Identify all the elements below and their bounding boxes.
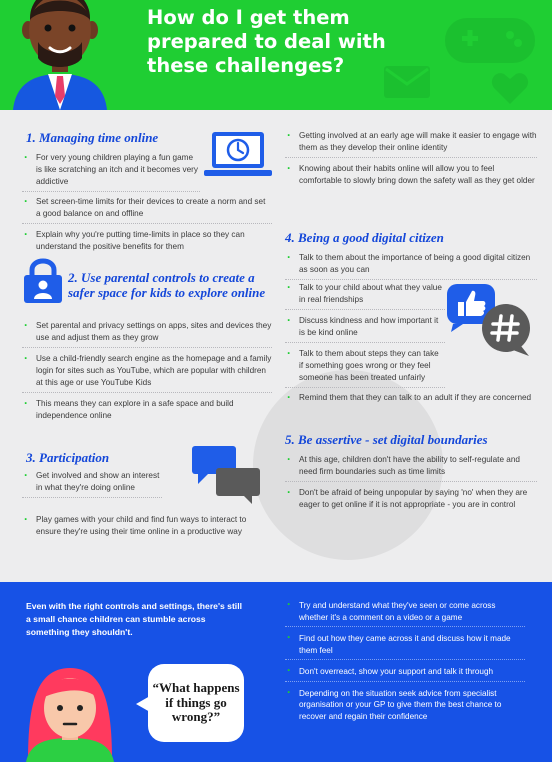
speech-bubble-text: “What happens if things go wrong?” [152,680,240,725]
list-item: · Discuss kindness and how important it is be kind online [285,315,445,343]
list-item: · Depending on the situation seek advice from specialist organisation or your GP to give them the best chance to recover and regain their confidence [285,688,525,726]
laptop-clock-icon [204,130,272,182]
section-3-list-wide [22,514,272,546]
what-if-panel [0,582,552,762]
list-item: · This means they can explore in a safe space and build independence online [22,398,272,425]
list-item: · Talk to your child about what they value in real friendships [285,282,445,310]
participation-continued-list [285,130,537,195]
section-4-list [285,252,537,285]
list-item: · Use a child-friendly search engine as the homepage and a family login for sites such as YouTube, which are popular with children at this age or use YouTube Kids [22,353,272,393]
chat-bubbles-icon [190,444,264,504]
section-2-heading: 2. Use parental controls to create a safer space for kids to explore online [68,270,266,300]
list-item: · For very young children playing a fun game is like scratching an itch and it becomes very addictive [22,152,200,192]
list-item: · Try and understand what they've seen or come across whether it's a comment on a video or a game [285,600,525,627]
header-banner [0,0,552,110]
section-4-heading: 4. Being a good digital citizen [285,230,444,245]
list-item: · Explain why you're putting time-limits in place so they can understand the positive benefits for them [22,229,272,256]
list-item: · Talk to them about the importance of being a good digital citizen as soon as you can [285,252,537,280]
list-item: · Play games with your child and find fun ways to interact to ensure they're using their time online in a productive way [22,514,272,541]
section-1-list-wide [22,196,272,261]
what-if-intro: Even with the right controls and settings, there's still a small chance children can stumble across something they shouldn't. [26,601,242,637]
section-4-list-end [285,392,537,412]
section-3-list [22,470,162,503]
content-area [0,110,552,582]
list-item: · Find out how they came across it and discuss how it made them feel [285,633,525,660]
what-if-list [285,600,525,731]
man-avatar-icon [8,0,118,110]
list-item: · Set screen-time limits for their devices to create a norm and set a good balance on and offline [22,196,272,224]
hashtag-bubble-icon [477,302,535,356]
section-3-heading: 3. Participation [26,450,110,465]
section-1-list [22,152,200,197]
padlock-user-icon [22,258,64,304]
list-item: · Don't be afraid of being unpopular by saying 'no' when they are eager to get online if it is not appropriate - you are in control [285,487,537,514]
section-5-heading: 5. Be assertive - set digital boundaries [285,432,488,447]
gamepad-icon [440,8,540,68]
section-2-list [22,320,272,430]
list-item: · Knowing about their habits online will allow you to feel comfortable to slowly bring down the safety wall as they get older [285,163,537,190]
list-item: · Remind them that they can talk to an adult if they are concerned [285,392,537,407]
speech-bubble [148,664,244,742]
list-item: · Get involved and show an interest in what they're doing online [22,470,162,498]
list-item: · Getting involved at an early age will make it easier to engage with them as they develop their online identity [285,130,537,158]
list-item: · Don't overreact, show your support and talk it through [285,666,525,682]
section-1-heading: 1. Managing time online [26,130,159,145]
section-4-list-narrow [285,282,445,393]
woman-avatar-icon [20,650,120,762]
list-item: · Talk to them about steps they can take if something goes wrong or they feel someone has been treated unfairly [285,348,445,388]
list-item: · At this age, children don't have the ability to self-regulate and need firm boundaries such as time limits [285,454,537,482]
list-item: · Set parental and privacy settings on apps, sites and devices they use and adjust them as they grow [22,320,272,348]
heart-icon [490,70,530,106]
page-title: How do I get them prepared to deal with these challenges? [147,6,386,77]
section-5-list [285,454,537,519]
